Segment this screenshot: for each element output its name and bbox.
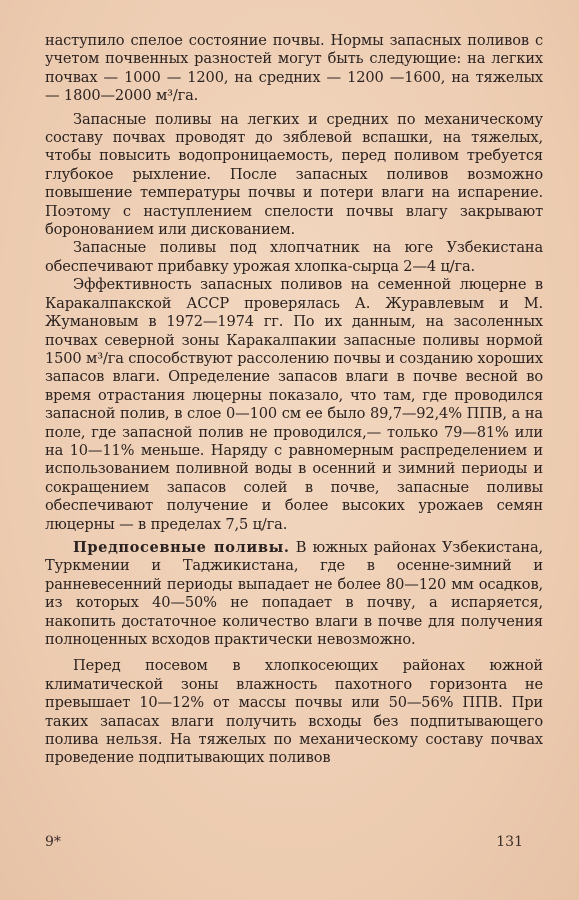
section-heading: Предпосевные поливы. bbox=[73, 538, 290, 556]
paragraph-4: Эффективность запасных поливов на семенной люцерне в Каракалпакской АССР проверялась А. Журавлевым и М. Жумановым в 1972—1974 гг. По их данным, на засоленных почвах северной зоны Каракалпакии запасные поливы нормой 1500 м³/га способствуют рассолению почвы и созданию хороших запасов влаги. Определение запасов влаги в почве весной во время отрастания люцерны показало, что там, где проводился запасной полив, в слое 0—100 см ее было 89,7—92,4% ППВ, а на поле, где запасной полив не проводился,— только 79—81% или на 10—11% меньше. Наряду с равномерным распределением и использованием поливной воды в осенний и зимний периоды и сокращением запасов солей в почве, запасные поливы обеспечивают получение и более высоких урожаев семян люцерны — в пределах 7,5 ц/га. bbox=[45, 276, 543, 533]
paragraph-5 bbox=[45, 539, 543, 649]
signature-mark: 9* bbox=[45, 834, 61, 850]
body-text bbox=[45, 32, 543, 768]
page-number: 131 bbox=[496, 834, 523, 850]
paragraph-2: Запасные поливы на легких и средних по механическому составу почвах проводят до зяблевой вспашки, на тяжелых, чтобы повысить водопроницаемость, перед поливом требуется глубокое рыхление. После запасных поливов возможно повышение температуры почвы и потери влаги на испарение. Поэтому с наступлением спелости почвы влагу закрывают боронованием или дискованием. bbox=[45, 110, 543, 239]
paragraph-1: наступило спелое состояние почвы. Нормы запасных поливов с учетом почвенных разностей могут быть следующие: на легких почвах — 1000 — 1200, на средних — 1200 —1600, на тяжелых — 1800—2000 м³/га. bbox=[45, 32, 543, 105]
paragraph-6: Перед посевом в хлопкосеющих районах южной климатической зоны влажность пахотного горизонта не превышает 10—12% от массы почвы или 50—56% ППВ. При таких запасах влаги получить всходы без подпитывающего полива нельзя. На тяжелых по механическому составу почвах проведение подпитывающих поливов bbox=[45, 657, 543, 767]
paragraph-3: Запасные поливы под хлопчатник на юге Узбекистана обеспечивают прибавку урожая хлопка-сырца 2—4 ц/га. bbox=[45, 239, 543, 275]
paragraph-5-text: В южных районах Узбекистана, Туркмении и Таджикистана, где в осенне-зимний и ранневесенний периоды выпадает не более 80—120 мм осадков, из которых 40—50% не попадает в почву, а испаряется, накопить достаточное количество влаги в почве для получения полноценных всходов практически невозможно. bbox=[45, 538, 543, 648]
